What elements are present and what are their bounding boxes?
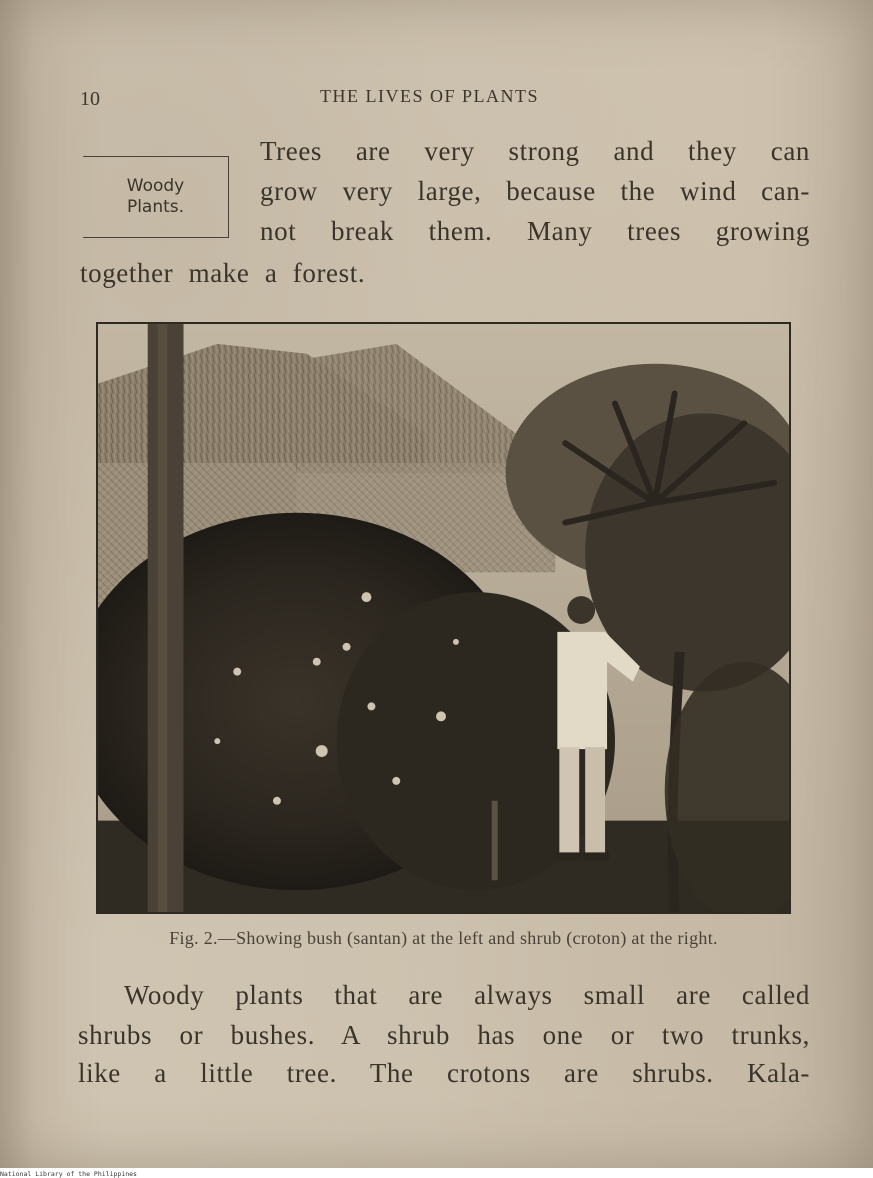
page-header <box>80 84 820 114</box>
paragraph-2-line-1: Woody plants that are always small are called <box>124 980 810 1010</box>
paragraph-1-line-2: grow very large, because the wind can- <box>260 176 810 206</box>
paragraph-1-line-1: Trees are very strong and they can <box>260 136 810 166</box>
paragraph-2-line-3: like a little tree. The crotons are shrubs. Kala- <box>78 1058 810 1088</box>
paragraph-2-line-2: shrubs or bushes. A shrub has one or two trunks, <box>78 1020 810 1050</box>
library-credit: National Library of the Philippines <box>0 1170 137 1178</box>
garden-photo <box>98 324 789 912</box>
page-number: 10 <box>80 88 100 110</box>
paragraph-1-line-4: together make a forest. <box>80 258 366 288</box>
figure-caption: Fig. 2.—Showing bush (santan) at the left and shrub (croton) at the right. <box>169 928 718 948</box>
paragraph-1-line-3: not break them. Many trees growing <box>260 216 810 246</box>
running-head: THE LIVES OF PLANTS <box>320 86 540 106</box>
margin-note: Woody Plants. <box>83 156 229 238</box>
photo-figure <box>96 322 791 914</box>
